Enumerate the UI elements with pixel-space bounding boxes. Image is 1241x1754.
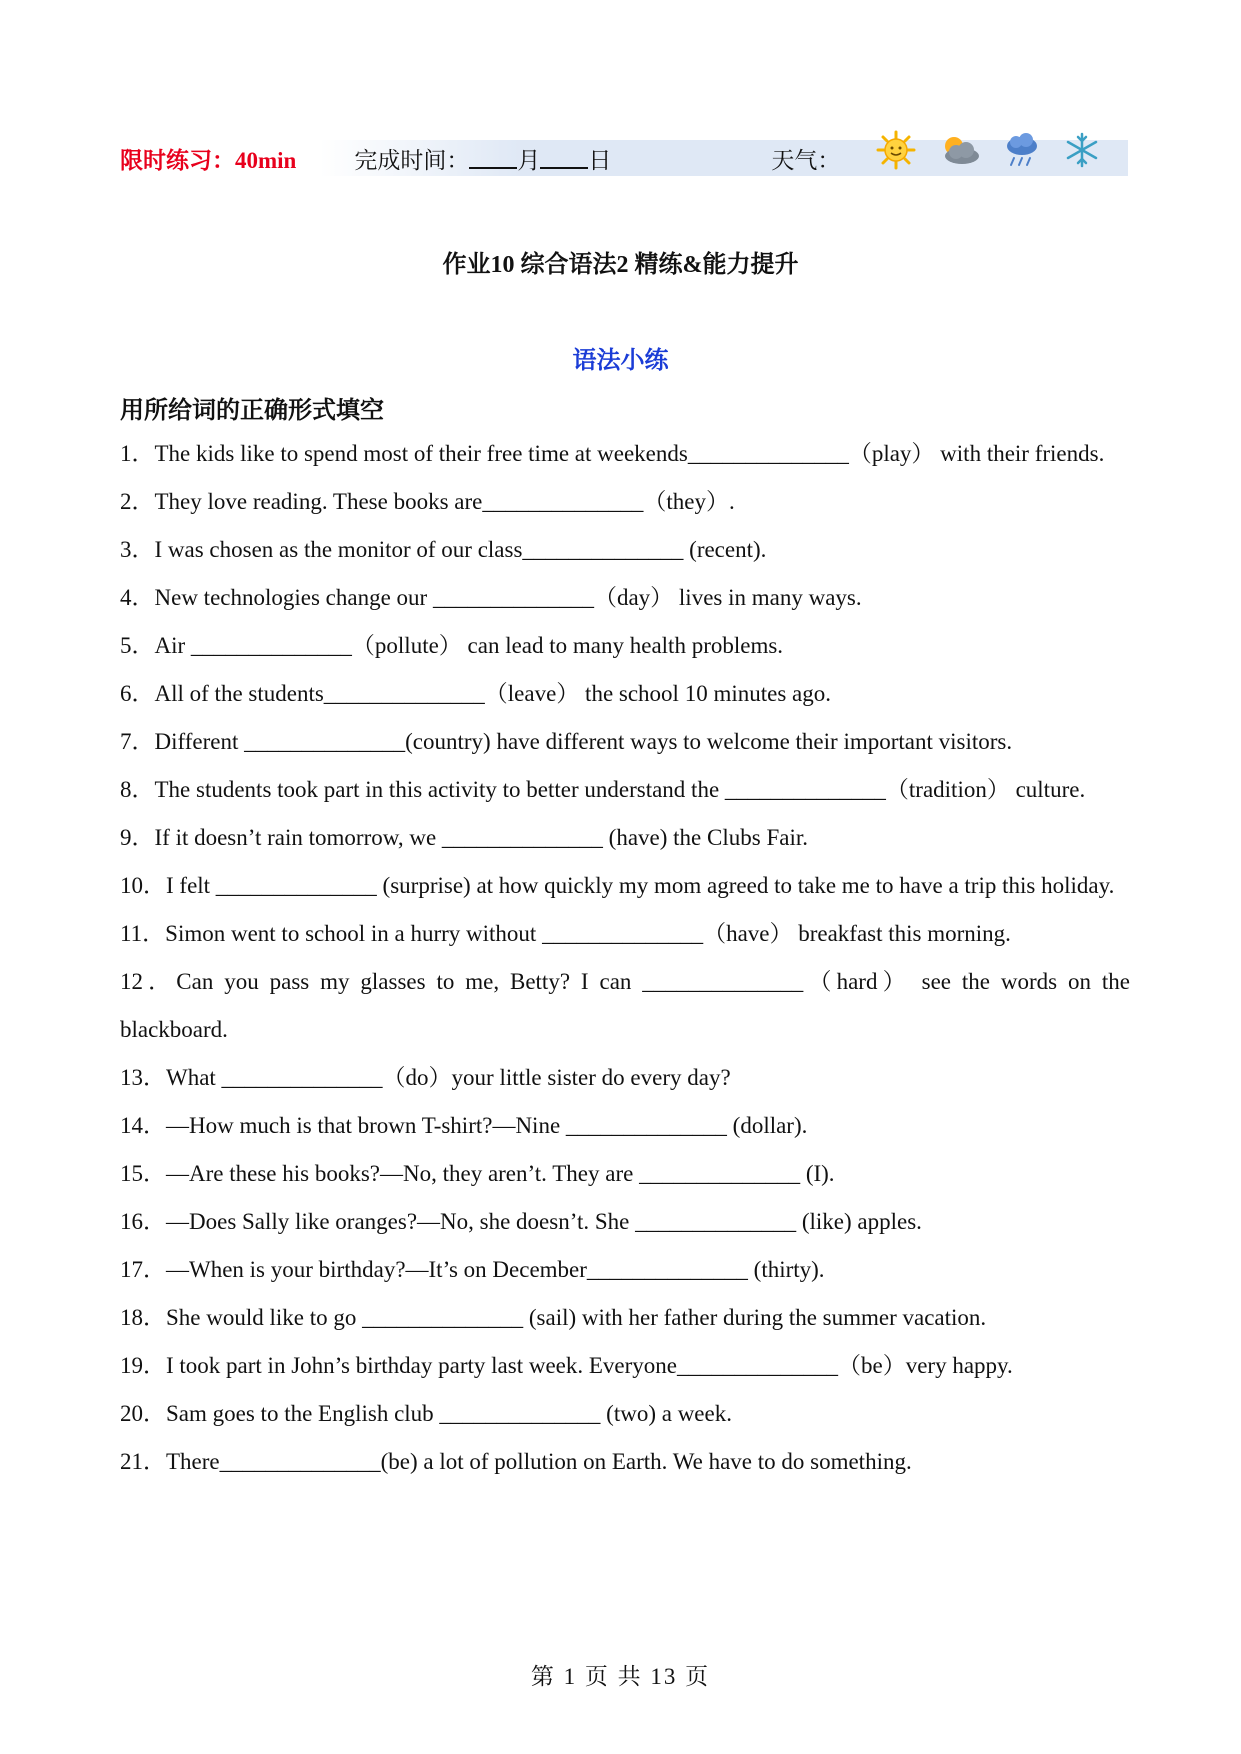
question-11: 11．Simon went to school in a hurry without ______________（have） breakfast this morning.	[120, 921, 1011, 946]
question-9: 9．If it doesn’t rain tomorrow, we ______________ (have) the Clubs Fair.	[120, 825, 808, 850]
question-12: 12．Can you pass my glasses to me, Betty? I can ______________（hard） see the words on the blackboard.	[120, 969, 1130, 1042]
month-blank	[469, 147, 517, 169]
question-3: 3．I was chosen as the monitor of our class______________ (recent).	[120, 537, 767, 562]
question-6: 6．All of the students______________（leave） the school 10 minutes ago.	[120, 681, 831, 706]
snow-icon	[1062, 130, 1102, 170]
completion-time-label: 完成时间：	[354, 147, 470, 173]
weather-icons	[876, 130, 1102, 170]
question-18: 18．She would like to go ______________ (sail) with her father during the summer vacation.	[120, 1305, 987, 1330]
question-15: 15．—Are these his books?—No, they aren’t. They are ______________ (I).	[120, 1161, 835, 1186]
question-14: 14．—How much is that brown T-shirt?—Nine ______________ (dollar).	[120, 1113, 808, 1138]
day-blank	[540, 147, 588, 169]
question-13: 13．What ______________（do）your little sister do every day?	[120, 1065, 731, 1090]
instruction: 用所给词的正确形式填空	[120, 398, 384, 424]
question-10: 10．I felt ______________ (surprise) at how quickly my mom agreed to take me to have a trip this holiday.	[120, 873, 1115, 898]
question-2: 2．They love reading. These books are______________（they）.	[120, 489, 735, 514]
time-limit: 限时练习：40min	[120, 147, 297, 173]
question-16: 16．—Does Sally like oranges?—No, she doesn’t. She ______________ (like) apples.	[120, 1209, 922, 1234]
question-17: 17．—When is your birthday?—It’s on December______________ (thirty).	[120, 1257, 825, 1282]
question-7: 7．Different ______________(country) have different ways to welcome their important visitors.	[120, 729, 1013, 754]
cloudy-icon	[936, 130, 982, 170]
assignment-title: 作业10 综合语法2 精练&能力提升	[442, 252, 799, 278]
question-20: 20．Sam goes to the English club ______________ (two) a week.	[120, 1401, 732, 1426]
question-5: 5．Air ______________（pollute） can lead to many health problems.	[120, 633, 784, 658]
question-4: 4．New technologies change our ______________（day） lives in many ways.	[120, 585, 862, 610]
time-limit-value: 40min	[235, 147, 297, 173]
month-label: 月	[517, 147, 541, 173]
question-list	[120, 430, 1130, 1486]
weather-label: 天气：	[771, 147, 841, 173]
question-19: 19．I took part in John’s birthday party last week. Everyone______________（be）very happy.	[120, 1353, 1013, 1378]
question-21: 21．There______________(be) a lot of pollution on Earth. We have to do something.	[120, 1449, 912, 1474]
page-number: 第 1 页 共 13 页	[530, 1664, 711, 1689]
sun-icon	[876, 130, 916, 170]
rain-icon	[1002, 130, 1042, 170]
question-8: 8．The students took part in this activity to better understand the ______________（tradition） culture.	[120, 777, 1086, 802]
section-title: 语法小练	[572, 348, 669, 374]
day-label: 日	[588, 147, 612, 173]
question-1: 1．The kids like to spend most of their free time at weekends______________（play） with their friends.	[120, 441, 1105, 466]
